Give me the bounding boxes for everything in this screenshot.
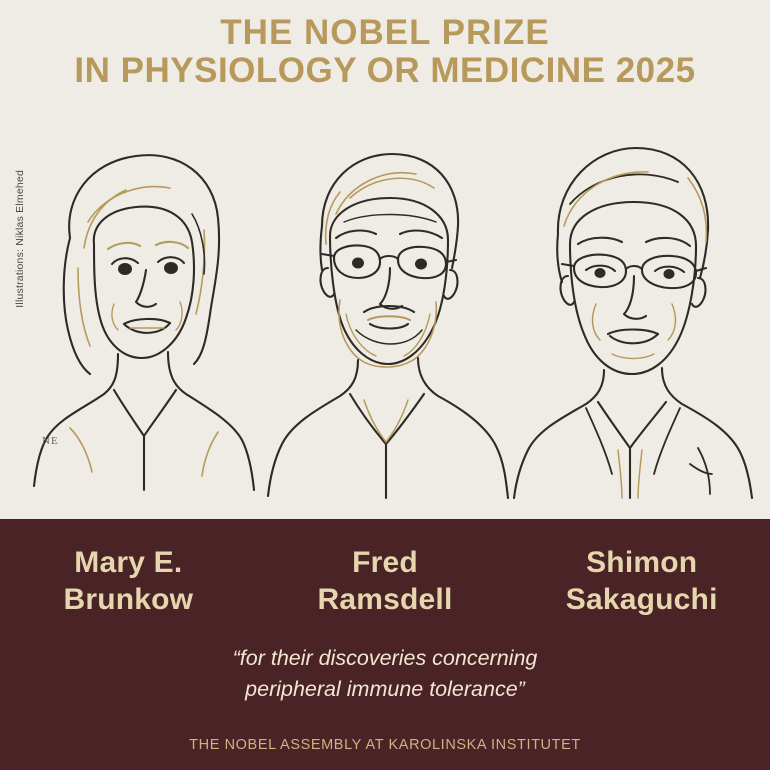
laureate-name-2-line-1: Fred (352, 546, 418, 579)
laureate-name-3 (513, 545, 770, 618)
laureate-name-3-line-2: Sakaguchi (565, 582, 718, 616)
portrait-shimon-sakaguchi (500, 118, 756, 518)
portrait-fred-ramsdell (258, 118, 514, 518)
illustration-credit: Illustrations: Niklas Elmehed (14, 170, 26, 308)
laureate-name-2 (257, 545, 514, 618)
motivation-line-1: “for their discoveries concerning (232, 646, 538, 670)
motivation-line-2: peripheral immune tolerance” (245, 676, 525, 701)
page-title (0, 14, 770, 90)
laureate-names (0, 545, 770, 618)
laureate-name-3-line-1: Shimon (586, 546, 698, 579)
laureate-banner (0, 519, 770, 770)
laureate-name-2-line-2: Ramsdell (317, 582, 453, 616)
laureate-name-1-line-1: Mary E. (74, 546, 183, 579)
title-line-2: IN PHYSIOLOGY OR MEDICINE 2025 (74, 50, 696, 90)
artist-signature: NE (42, 435, 59, 447)
prize-motivation (0, 643, 770, 704)
portrait-mary-e-brunkow (18, 118, 274, 518)
laureate-name-1 (0, 545, 257, 618)
title-line-1: THE NOBEL PRIZE (220, 13, 550, 52)
laureate-name-1-line-2: Brunkow (63, 582, 194, 616)
awarding-institution: THE NOBEL ASSEMBLY AT KAROLINSKA INSTITUTET (189, 737, 581, 753)
laureate-portraits (0, 118, 770, 518)
